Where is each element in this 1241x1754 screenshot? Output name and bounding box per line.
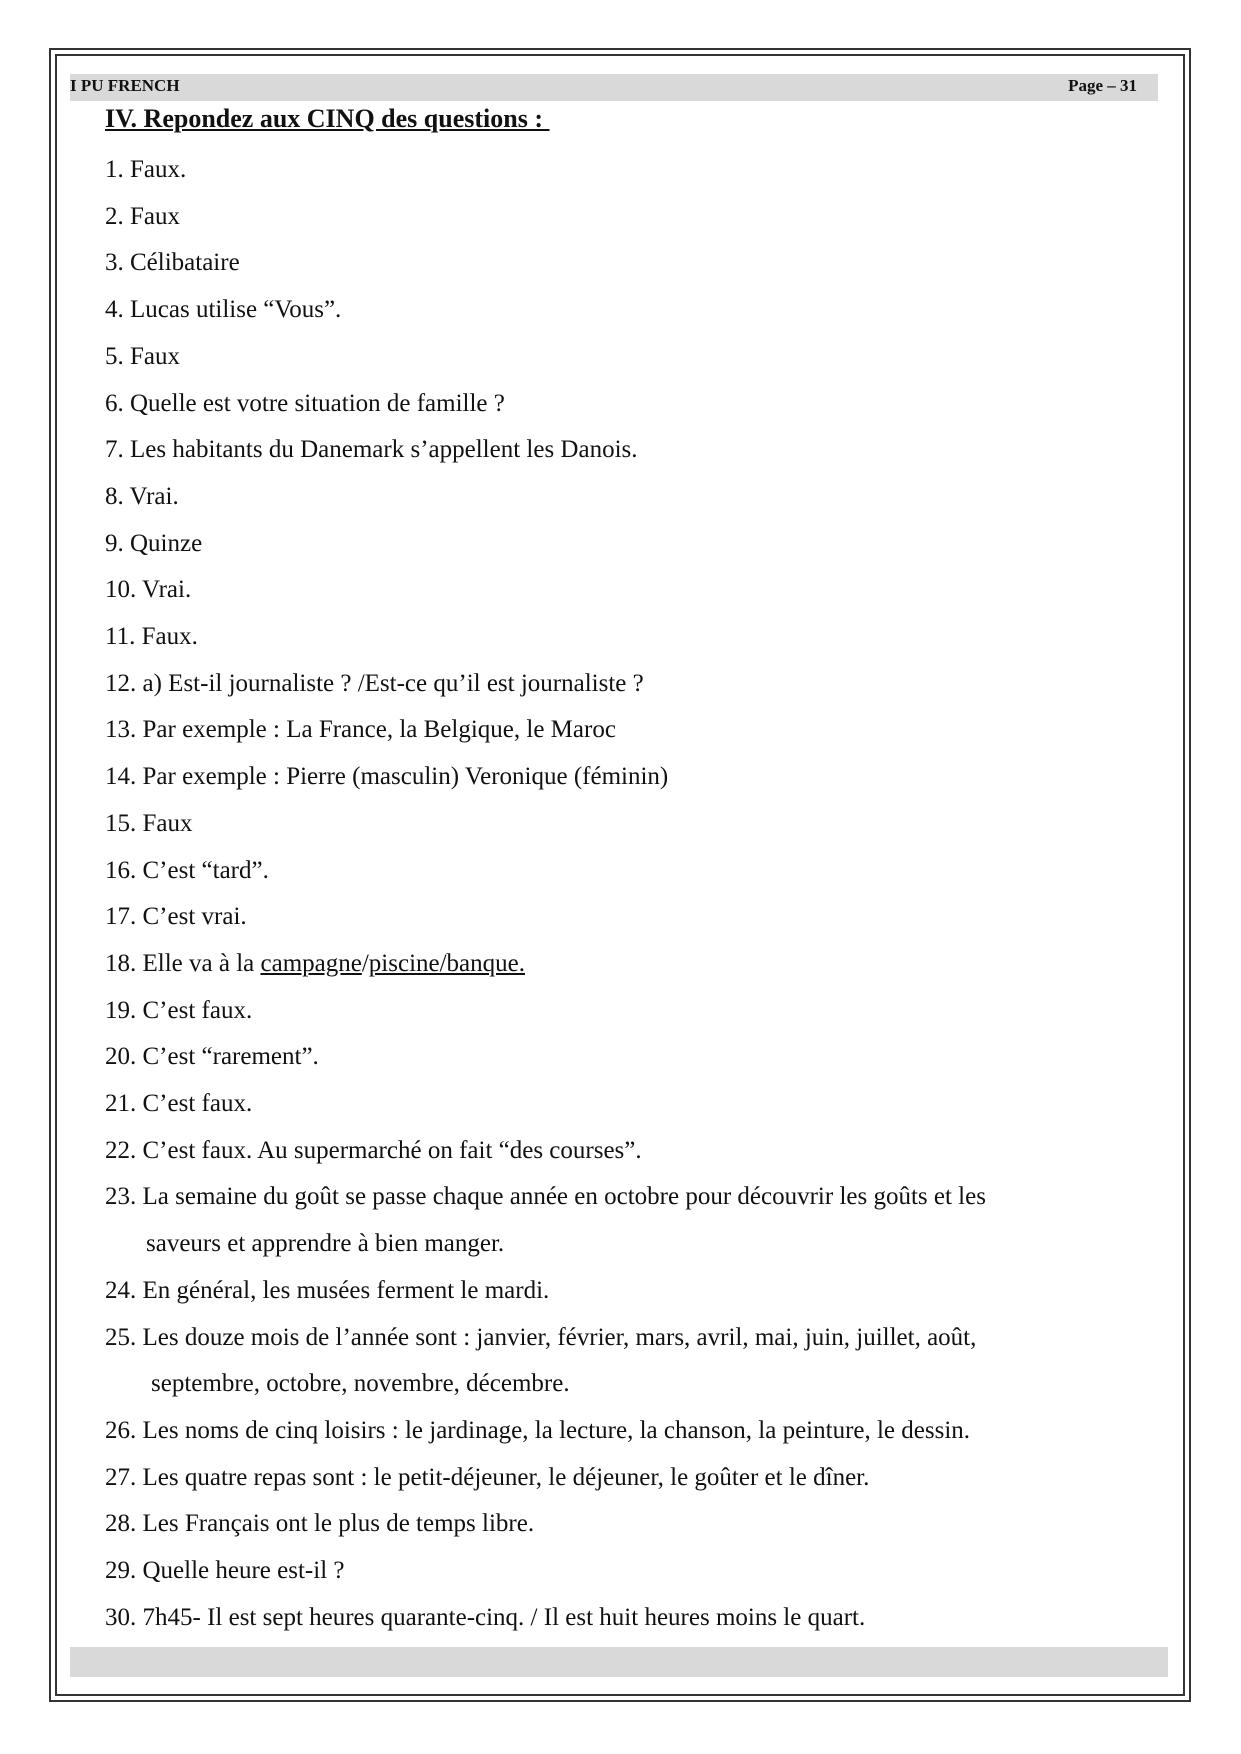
answer-item: 2. Faux xyxy=(105,202,180,230)
answer-item: 5. Faux xyxy=(105,342,180,370)
answer-item: 15. Faux xyxy=(105,809,193,837)
answer-item: 16. C’est “tard”. xyxy=(105,856,269,884)
answer-item: 21. C’est faux. xyxy=(105,1090,253,1118)
answer-item: 3. Célibataire xyxy=(105,249,240,277)
answer-separator: / xyxy=(361,949,369,977)
answer-item xyxy=(105,1315,1125,1408)
footer-band xyxy=(70,1647,1168,1677)
answer-item: 30. 7h45- Il est sept heures quarante-cinq. / Il est huit heures moins le quart. xyxy=(105,1603,866,1631)
answer-item: 28. Les Français ont le plus de temps libre. xyxy=(105,1510,535,1538)
answer-item: 27. Les quatre repas sont : le petit-déjeuner, le déjeuner, le goûter et le dîner. xyxy=(105,1463,870,1491)
answer-item: 8. Vrai. xyxy=(105,482,179,510)
answer-line: 23. La semaine du goût se passe chaque année en octobre pour découvrir les goûts et les xyxy=(105,1183,986,1211)
answer-item: 14. Par exemple : Pierre (masculin) Veronique (féminin) xyxy=(105,763,669,791)
answer-item: 4. Lucas utilise “Vous”. xyxy=(105,296,342,324)
answer-item: 11. Faux. xyxy=(105,623,198,651)
answer-line: 25. Les douze mois de l’année sont : janvier, février, mars, avril, mai, juin, juillet, août, xyxy=(105,1323,977,1351)
answer-item: 26. Les noms de cinq loisirs : le jardinage, la lecture, la chanson, la peinture, le dessin. xyxy=(105,1416,971,1444)
answer-item: 10. Vrai. xyxy=(105,576,192,604)
answer-item xyxy=(105,941,1125,988)
answer-item: 7. Les habitants du Danemark s’appellent les Danois. xyxy=(105,436,638,464)
section-title: IV. Repondez aux CINQ des questions : xyxy=(105,104,550,133)
header-page-number: Page – 31 xyxy=(1068,76,1137,95)
header-band xyxy=(70,74,1158,101)
answer-item: 24. En général, les musées ferment le mardi. xyxy=(105,1276,550,1304)
answer-item: 22. C’est faux. Au supermarché on fait “des courses”. xyxy=(105,1136,642,1164)
answer-underlined-option: campagne xyxy=(260,949,362,977)
answer-item: 12. a) Est-il journaliste ? /Est-ce qu’il est journaliste ? xyxy=(105,669,644,697)
answer-item: 17. C’est vrai. xyxy=(105,903,247,931)
answer-text: 18. Elle va à la xyxy=(105,949,261,977)
answer-item: 6. Quelle est votre situation de famille ? xyxy=(105,389,505,417)
answer-list xyxy=(105,147,1125,1642)
answer-item xyxy=(105,1174,1125,1267)
answer-underlined-option: piscine/banque. xyxy=(368,949,525,977)
answer-item: 29. Quelle heure est-il ? xyxy=(105,1557,345,1585)
answer-continuation: septembre, octobre, novembre, décembre. xyxy=(151,1370,570,1398)
header-course-title: I PU FRENCH xyxy=(70,76,180,95)
answer-item: 19. C’est faux. xyxy=(105,996,253,1024)
answer-item: 13. Par exemple : La France, la Belgique, le Maroc xyxy=(105,716,616,744)
answer-item: 1. Faux. xyxy=(105,156,187,183)
answer-continuation: saveurs et apprendre à bien manger. xyxy=(146,1230,505,1258)
answer-item: 20. C’est “rarement”. xyxy=(105,1043,319,1071)
answer-item: 9. Quinze xyxy=(105,529,203,557)
